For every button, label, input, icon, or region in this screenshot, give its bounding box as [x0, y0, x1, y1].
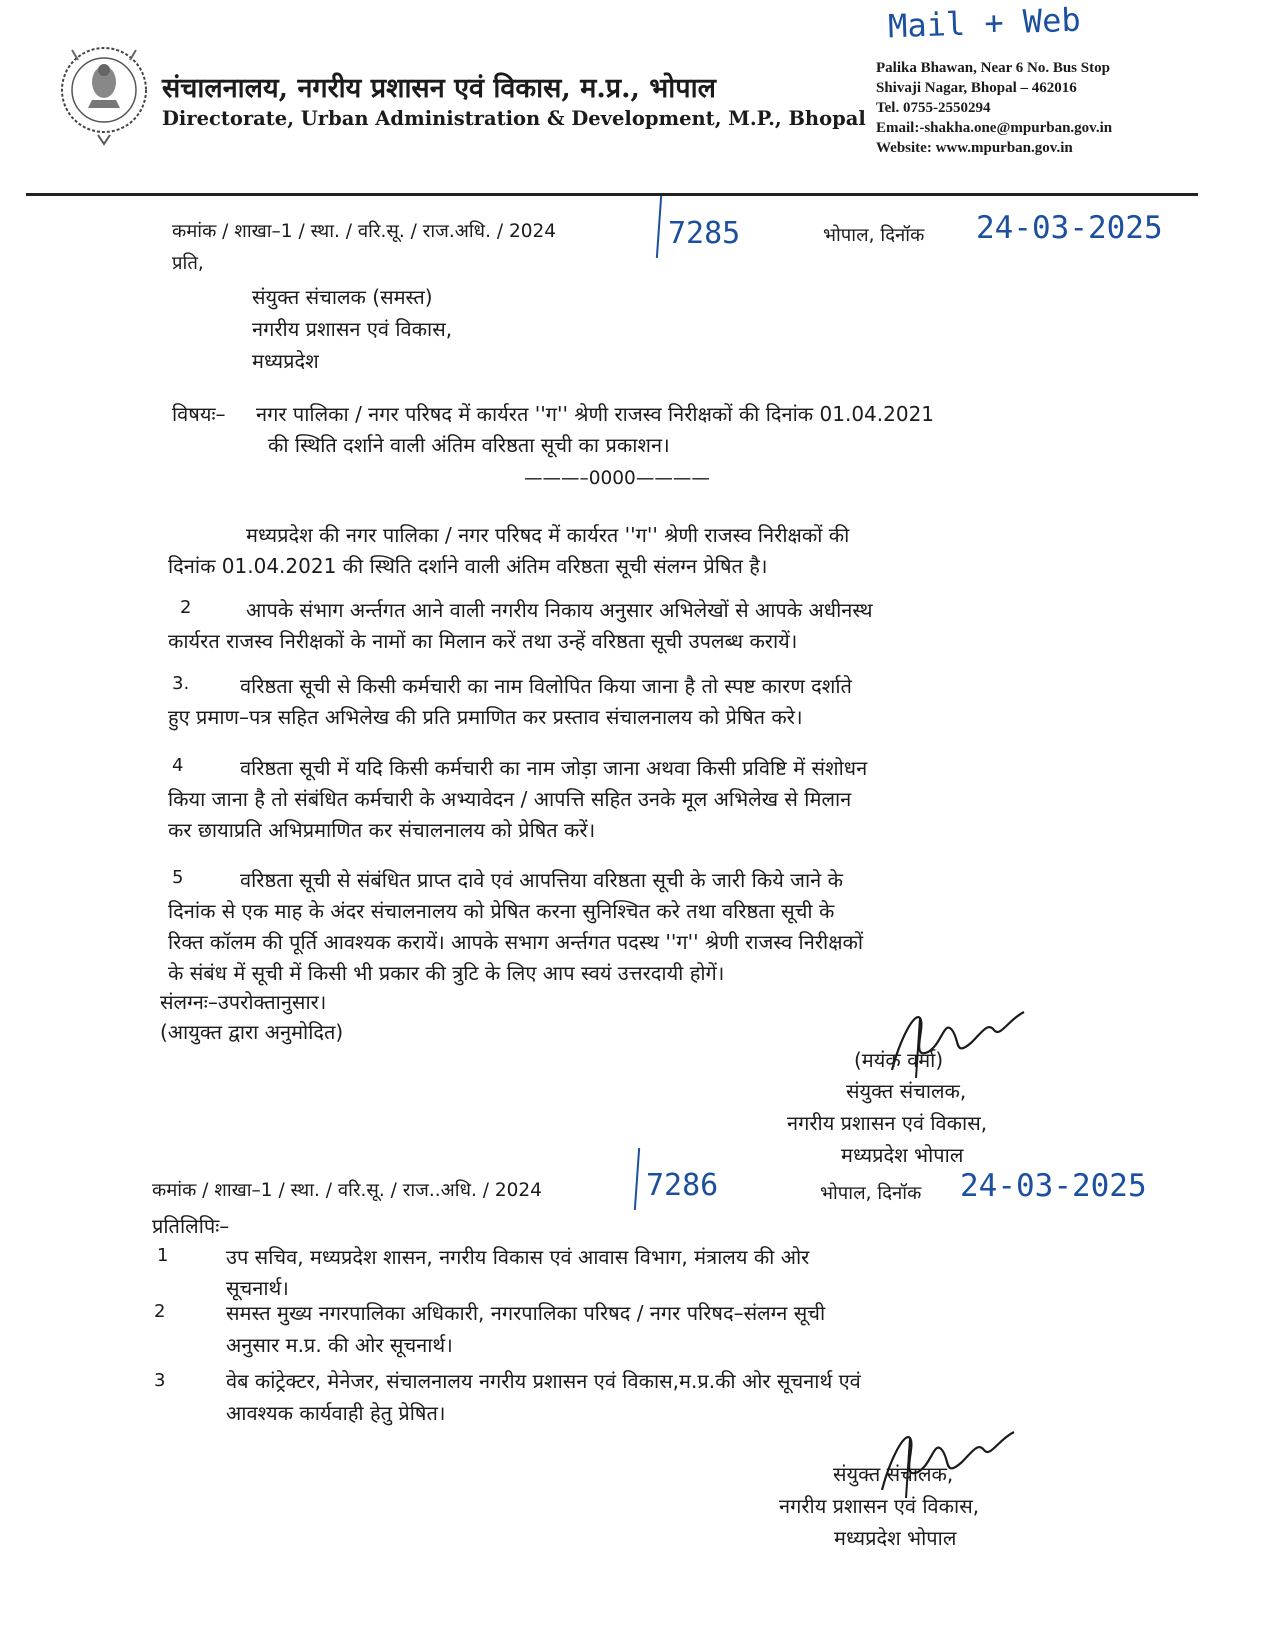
signatory-designation-1: संयुक्त संचालक, — [846, 1079, 967, 1103]
paragraph-3-line-1: वरिष्ठता सूची से किसी कर्मचारी का नाम विलोपित किया जाना है तो स्पष्ट कारण दर्शाते — [240, 674, 852, 698]
handwritten-slash-2 — [634, 1148, 640, 1210]
signatory2-designation-3: मध्यप्रदेश भोपाल — [834, 1526, 957, 1550]
paragraph-5-line-3: रिक्त कॉलम की पूर्ति आवश्यक करायें। आपके सभाग अर्न्तगत पदस्थ ''ग'' श्रेणी राजस्व निरीक्षकों — [168, 930, 864, 954]
handwritten-date: 24-03-2025 — [976, 210, 1163, 246]
enclosure-note: संलग्नः–उपरोक्तानुसार। — [160, 990, 327, 1014]
header-title-english: Directorate, Urban Administration & Development, M.P., Bhopal — [162, 107, 866, 130]
paragraph-2-number: 2 — [180, 597, 192, 618]
copy-item-2-line-1: समस्त मुख्य नगरपालिका अधिकारी, नगरपालिका परिषद / नगर परिषद–संलग्न सूची — [226, 1301, 826, 1325]
government-emblem-seal — [58, 40, 150, 150]
reference-number-prefix: कमांक / शाखा–1 / स्था. / वरि.सू. / राज.अधि. / 2024 — [172, 221, 557, 242]
paragraph-2-line-2: कार्यरत राजस्व निरीक्षकों के नामों का मिलान करें तथा उन्हें वरिष्ठता सूची उपलब्ध करायें। — [168, 629, 798, 653]
approval-note: (आयुक्त द्वारा अनुमोदित) — [160, 1020, 344, 1044]
copy-item-1-line-1: उप सचिव, मध्यप्रदेश शासन, नगरीय विकास एवं आवास विभाग, मंत्रालय की ओर — [226, 1245, 810, 1269]
subject-line-1: नगर पालिका / नगर परिषद में कार्यरत ''ग'' श्रेणी राजस्व निरीक्षकों की दिनांक 01.04.2021 — [256, 402, 935, 426]
signatory-designation-2: नगरीय प्रशासन एवं विकास, — [787, 1111, 988, 1135]
paragraph-3-line-2: हुए प्रमाण–पत्र सहित अभिलेख की प्रति प्रमाणित कर प्रस्ताव संचालनालय को प्रेषित करे। — [168, 705, 803, 729]
copy-item-2-line-2: अनुसार म.प्र. की ओर सूचनार्थ। — [226, 1333, 453, 1357]
paragraph-4 — [168, 753, 1080, 846]
copy-item-3-line-1: वेब कांट्रेक्टर, मेनेजर, संचालनालय नगरीय प्रशासन एवं विकास,म.प्र.की ओर सूचनार्थ एवं — [226, 1369, 861, 1393]
copy-to-label: प्रतिलिपिः– — [152, 1214, 230, 1238]
signatory-designation-3: मध्यप्रदेश भोपाल — [841, 1143, 964, 1167]
date-label: भोपाल, दिनॉक — [823, 225, 925, 246]
paragraph-2-line-1: आपके संभाग अर्न्तगत आने वाली नगरीय निकाय अनुसार अभिलेखों से आपके अधीनस्थ — [246, 598, 873, 622]
handwritten-mail-web-note: Mail + Web — [887, 0, 1082, 46]
subject-line-2: की स्थिति दर्शाने वाली अंतिम वरिष्ठता सूची का प्रकाशन। — [268, 433, 670, 457]
signatory2-designation-1: संयुक्त संचालक, — [833, 1462, 954, 1486]
paragraph-2 — [168, 595, 1080, 657]
paragraph-4-line-2: किया जाना है तो संबंधित कर्मचारी के अभ्यावेदन / आपत्ति सहित उनके मूल अभिलेख से मिलान — [168, 787, 852, 811]
recipient-line-3: मध्यप्रदेश — [252, 349, 319, 373]
copy-reference-prefix: कमांक / शाखा–1 / स्था. / वरि.सू. / राज..अधि. / 2024 — [152, 1180, 542, 1201]
paragraph-3 — [168, 671, 1080, 733]
address-line-1: Palika Bhawan, Near 6 No. Bus Stop — [876, 60, 1110, 76]
paragraph-3-number: 3. — [172, 673, 190, 694]
paragraph-1-line-2: दिनांक 01.04.2021 की स्थिति दर्शाने वाली अंतिम वरिष्ठता सूची संलग्न प्रेषित है। — [168, 554, 768, 578]
to-label: प्रति, — [172, 253, 204, 274]
paragraph-4-line-1: वरिष्ठता सूची में यदि किसी कर्मचारी का नाम जोड़ा जाना अथवा किसी प्रविष्टि में संशोधन — [240, 756, 868, 780]
copy-item-3-number: 3 — [154, 1370, 166, 1391]
handwritten-copy-number: 7286 — [646, 1168, 719, 1203]
recipient-line-1: संयुक्त संचालक (समस्त) — [252, 285, 433, 309]
signatory2-designation-2: नगरीय प्रशासन एवं विकास, — [779, 1494, 980, 1518]
paragraph-1 — [168, 520, 1080, 582]
handwritten-slash — [656, 196, 662, 258]
copy-item-1-line-2: सूचनार्थ। — [226, 1276, 289, 1300]
subject-divider: ———–0000———— — [524, 468, 710, 489]
handwritten-copy-date: 24-03-2025 — [960, 1168, 1147, 1204]
address-line-2: Shivaji Nagar, Bhopal – 462016 — [876, 80, 1077, 96]
office-address-block — [876, 58, 1112, 158]
copy-item-2-number: 2 — [154, 1301, 166, 1322]
email: Email:-shakha.one@mpurban.gov.in — [876, 120, 1113, 136]
signatory-name: (मयंक वर्मा) — [854, 1048, 944, 1072]
header-title-hindi: संचालनालय, नगरीय प्रशासन एवं विकास, म.प्र., भोपाल — [162, 73, 716, 104]
handwritten-dispatch-number: 7285 — [668, 216, 741, 251]
telephone: Tel. 0755-2550294 — [876, 100, 991, 116]
paragraph-5-line-1: वरिष्ठता सूची से संबंधित प्राप्त दावे एवं आपत्तिया वरिष्ठता सूची के जारी किये जाने के — [240, 868, 843, 892]
paragraph-4-line-3: कर छायाप्रति अभिप्रमाणित कर संचालनालय को प्रेषित करें। — [168, 818, 596, 842]
header-divider-rule — [26, 193, 1198, 196]
copy-date-label: भोपाल, दिनॉक — [820, 1183, 922, 1204]
paragraph-4-number: 4 — [172, 755, 184, 776]
paragraph-5-line-2: दिनांक से एक माह के अंदर संचालनालय को प्रेषित करना सुनिश्चित करे तथा वरिष्ठता सूची के — [168, 899, 835, 923]
subject-label: विषयः– — [172, 402, 226, 426]
website: Website: www.mpurban.gov.in — [876, 140, 1073, 156]
copy-item-1-number: 1 — [157, 1245, 169, 1266]
recipient-line-2: नगरीय प्रशासन एवं विकास, — [252, 317, 453, 341]
copy-item-3-line-2: आवश्यक कार्यवाही हेतु प्रेषित। — [226, 1401, 446, 1425]
paragraph-1-line-1: मध्यप्रदेश की नगर पालिका / नगर परिषद में कार्यरत ''ग'' श्रेणी राजस्व निरीक्षकों की — [246, 523, 850, 547]
paragraph-5 — [168, 865, 1080, 989]
paragraph-5-line-4: के संबंध में सूची में किसी भी प्रकार की त्रुटि के लिए आप स्वयं उत्तरदायी होगें। — [168, 961, 725, 985]
paragraph-5-number: 5 — [172, 867, 184, 888]
